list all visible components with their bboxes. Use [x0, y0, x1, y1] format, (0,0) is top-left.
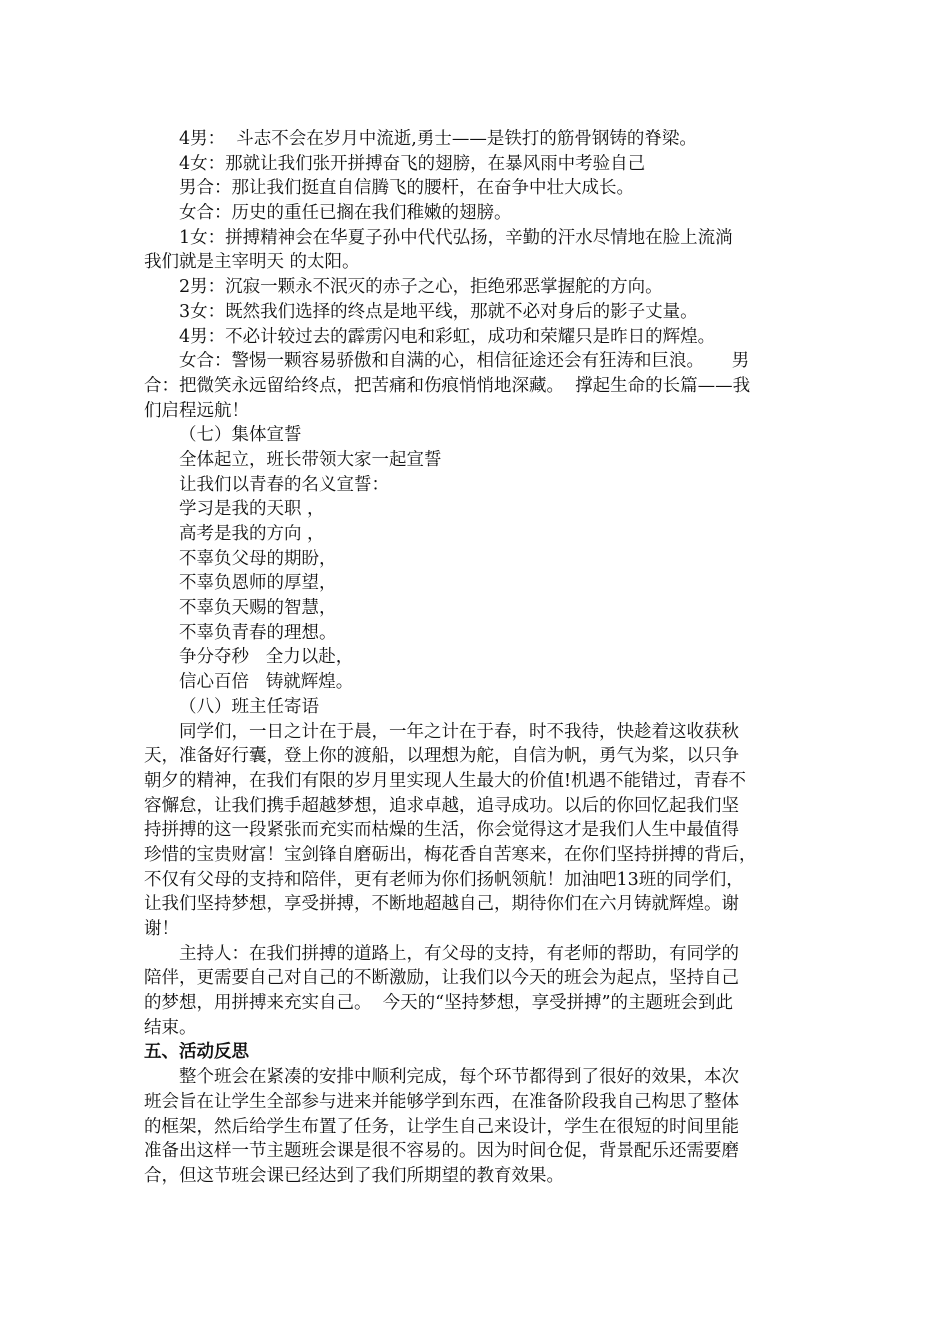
text-line: 不辜负父母的期盼，: [179, 548, 337, 569]
text-line: 女合：警惕一颗容易骄傲和自满的心，相信征途还会有狂涛和巨浪。 男: [179, 351, 750, 372]
text-line: 学习是我的天职 ，: [179, 499, 325, 520]
text-line: 持拼搏的这一段紧张而充实而枯燥的生活，你会觉得这才是我们人生中最值得: [144, 820, 739, 841]
text-line: 陪伴，更需要自己对自己的不断激励，让我们以今天的班会为起点，坚持自己: [144, 968, 739, 989]
text-line: 2男：沉寂一颗永不泯灭的赤子之心，拒绝邪恶掌握舵的方向。: [179, 277, 663, 298]
text-line: 高考是我的方向 ，: [179, 524, 325, 544]
text-line: 容懈怠，让我们携手超越梦想，追求卓越，追寻成功。以后的你回忆起我们坚: [144, 795, 739, 816]
text-line: 合，但这节班会课已经达到了我们所期望的教育效果。: [144, 1165, 564, 1186]
document-body: [144, 127, 808, 1189]
text-line: 们启程远航！: [144, 400, 249, 421]
text-line: 让我们以青春的名义宣誓：: [179, 474, 389, 495]
section-heading: 五、活动反思: [144, 1042, 249, 1063]
text-line: 天，准备好行囊，登上你的渡船，以理想为舵，自信为帆，勇气为桨，以只争: [144, 746, 739, 767]
text-line: （七）集体宣誓: [179, 425, 302, 446]
text-line: 不辜负天赐的智慧，: [179, 598, 337, 619]
text-line: 不仅有父母的支持和陪伴，更有老师为你们扬帆领航！加油吧13班的同学们，: [144, 869, 744, 890]
text-line: 班会旨在让学生全部参与进来并能够学到东西，在准备阶段我自己构思了整体: [144, 1091, 739, 1112]
text-line: 整个班会在紧凑的安排中顺利完成，每个环节都得到了很好的效果，本次: [179, 1067, 739, 1088]
text-line: 女合：历史的重任已搁在我们稚嫩的翅膀。: [179, 203, 512, 224]
text-line: 的梦想，用拼搏来充实自己。 今天的“坚持梦想，享受拼搏”的主题班会到此: [144, 993, 734, 1014]
text-line: 合：把微笑永远留给终点，把苦痛和伤痕悄悄地深藏。 撑起生命的长篇——我: [144, 375, 751, 396]
text-line: 准备出这样一节主题班会课是很不容易的。因为时间仓促，背景配乐还需要磨: [144, 1141, 739, 1162]
text-line: 朝夕的精神，在我们有限的岁月里实现人生最大的价值!机遇不能错过，青春不: [144, 770, 747, 791]
text-line: 4女：那就让我们张开拼搏奋飞的翅膀，在暴风雨中考验自己: [179, 153, 646, 174]
text-line: 结束。: [144, 1017, 197, 1038]
text-line: 4男： 斗志不会在岁月中流逝,勇士——是铁打的筋骨钢铸的脊梁。: [179, 129, 697, 149]
text-line: 不辜负恩师的厚望，: [179, 573, 337, 594]
text-line: 同学们，一日之计在于晨，一年之计在于春，时不我待，快趁着这收获秋: [179, 721, 739, 742]
text-line: 争分夺秒 全力以赴，: [179, 647, 354, 668]
text-line: 1女：拼搏精神会在华夏子孙中代代弘扬，辛勤的汗水尽情地在脸上流淌: [179, 227, 733, 248]
text-line: 珍惜的宝贵财富！宝剑锋自磨砺出，梅花香自苦寒来，在你们坚持拼搏的背后，: [144, 844, 757, 865]
text-line: 谢！: [144, 919, 179, 939]
text-line: 男合：那让我们挺直自信腾飞的腰杆，在奋争中壮大成长。: [179, 178, 634, 199]
text-line: 4男：不必计较过去的霹雳闪电和彩虹，成功和荣耀只是昨日的辉煌。: [179, 326, 716, 347]
text-line: 信心百倍 铸就辉煌。: [179, 672, 354, 693]
text-line: 不辜负青春的理想。: [179, 622, 337, 643]
text-line: 3女：既然我们选择的终点是地平线，那就不必对身后的影子丈量。: [179, 301, 698, 322]
text-line: 我们就是主宰明天 的太阳。: [144, 252, 360, 273]
text-line: 的框架，然后给学生布置了任务，让学生自己来设计，学生在很短的时间里能: [144, 1116, 739, 1137]
text-line: 主持人：在我们拼搏的道路上，有父母的支持，有老师的帮助，有同学的: [179, 943, 739, 964]
text-line: （八）班主任寄语: [179, 696, 319, 717]
text-line: 让我们坚持梦想，享受拼搏，不断地超越自己，期待你们在六月铸就辉煌。谢: [144, 894, 739, 915]
text-line: 全体起立，班长带领大家一起宣誓: [179, 449, 442, 470]
